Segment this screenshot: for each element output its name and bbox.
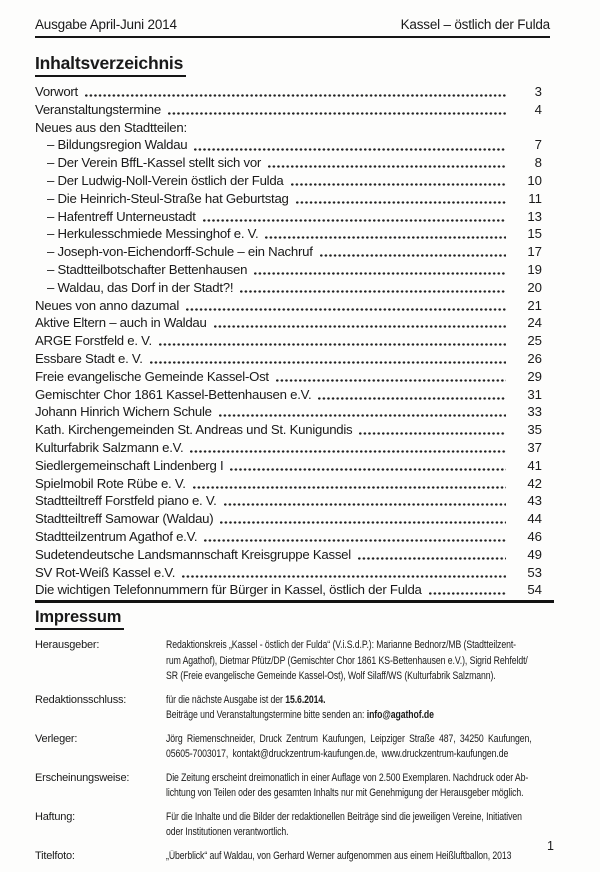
toc-dot-leader (193, 486, 506, 489)
toc-entry (35, 154, 542, 172)
toc-entry (35, 581, 542, 599)
toc-entry (35, 368, 542, 386)
impressum-text-line: „Überblick“ auf Waldau, von Gerhard Werner aufgenommen aus einem Heißluftballon, 2013 (166, 849, 512, 862)
toc-entry (35, 439, 542, 457)
toc-entry-page: 54 (527, 582, 542, 598)
toc-dot-leader (159, 343, 506, 346)
toc-entry-label: Johann Hinrich Wichern Schule (35, 404, 212, 420)
impressum-value-herausgeber (166, 638, 600, 685)
deadline-date: 15.6.2014. (285, 693, 326, 706)
toc-entry-page: 37 (527, 439, 542, 455)
toc-dot-leader (182, 575, 506, 578)
toc-entry-label: Spielmobil Rote Rübe e. V. (35, 475, 186, 491)
toc-entry-label: Neues aus den Stadtteilen: (35, 119, 187, 135)
impressum-label-titelfoto: Titelfoto: (35, 849, 75, 862)
publication-title: Kassel – östlich der Fulda (400, 17, 550, 32)
toc-entry-page: 24 (527, 315, 542, 331)
impressum-row-herausgeber (35, 638, 550, 685)
toc-entry-page: 21 (527, 297, 542, 313)
toc-entry (35, 528, 542, 546)
toc-entry-label: Die wichtigen Telefonnummern für Bürger in Kassel, östlich der Fulda (35, 582, 422, 598)
toc-dot-leader (190, 450, 506, 453)
toc-entry-page: 35 (527, 422, 542, 438)
toc-entry-label: Sudetendeutsche Landsmannschaft Kreisgruppe Kassel (35, 546, 351, 562)
toc-entry-label: – Die Heinrich-Steul-Straße hat Geburtstag (47, 190, 289, 206)
toc-dot-leader (320, 254, 506, 257)
impressum (35, 638, 550, 864)
toc-entry (35, 350, 542, 368)
toc-entry-label: Aktive Eltern – auch in Waldau (35, 315, 207, 331)
toc-entry (35, 564, 542, 582)
impressum-text-line: 05605-7003017, kontakt@druckzentrum-kaufungen.de, www.druckzentrum-kaufungen.de (166, 748, 509, 761)
toc-entry-page: 42 (527, 475, 542, 491)
impressum-text-line: SR (Freie evangelische Gemeinde Kassel-Ost), Wolf Silaff/WS (Kulturfabrik Salzmann). (166, 670, 496, 683)
toc-entry-label: – Herkulesschmiede Messinghof e. V. (47, 226, 259, 242)
toc-entry (35, 190, 542, 208)
toc-entry (35, 172, 542, 190)
toc-entry (35, 208, 542, 226)
toc-entry (35, 475, 542, 493)
deadline-text: für die nächste Ausgabe ist der (166, 693, 286, 706)
toc-title: Inhaltsverzeichnis (35, 53, 186, 77)
toc-entry-page (514, 119, 542, 137)
toc-entry-page: 20 (527, 279, 542, 295)
toc-entry (35, 279, 542, 297)
toc-entry-label: Kath. Kirchengemeinden St. Andreas und St. Kunigundis (35, 422, 353, 438)
impressum-title: Impressum (35, 608, 124, 630)
toc-entry-label: Freie evangelische Gemeinde Kassel-Ost (35, 368, 269, 384)
toc-dot-leader (203, 219, 506, 222)
impressum-value-erscheinungsweise (166, 771, 600, 802)
toc-entry-page: 44 (527, 511, 542, 527)
toc-dot-leader (194, 148, 506, 151)
toc-entry-page: 4 (534, 101, 542, 117)
toc-entry-label: – Hafentreff Unterneustadt (47, 208, 196, 224)
toc-entry-page: 8 (534, 155, 542, 171)
toc-dot-leader (296, 201, 506, 204)
impressum-text-line: Redaktionskreis „Kassel - östlich der Fulda“ (V.i.S.d.P.): Marianne Bednorz/MB (Stadtteilzent- (166, 639, 516, 652)
toc-entry (35, 101, 542, 119)
toc-dot-leader (219, 414, 506, 417)
toc-entry (35, 421, 542, 439)
toc-dot-leader (318, 397, 506, 400)
toc-entry (35, 225, 542, 243)
toc-entry-label: – Der Verein BffL-Kassel stellt sich vor (47, 155, 262, 171)
impressum-text-line: oder Institutionen verantwortlich. (166, 826, 289, 839)
toc-entry (35, 83, 542, 101)
impressum-label-herausgeber: Herausgeber: (35, 639, 100, 652)
toc-entry (35, 332, 542, 350)
impressum-row-verleger (35, 732, 550, 763)
toc-entry (35, 403, 542, 421)
impressum-label-erscheinungsweise: Erscheinungsweise: (35, 771, 130, 784)
impressum-text-line: lichtung von Teilen oder des gesamten Inhalts nur mit Genehmigung der Herausgeber möglich. (166, 787, 524, 800)
toc-dot-leader (168, 112, 506, 115)
toc-entry-page: 43 (527, 493, 542, 509)
toc-entry-label: Gemischter Chor 1861 Kassel-Bettenhausen e.V. (35, 386, 312, 402)
toc-dot-leader (204, 539, 506, 542)
toc-entry-label: Siedlergemeinschaft Lindenberg I (35, 457, 224, 473)
toc-entry-page: 3 (534, 84, 542, 99)
toc-entry (35, 457, 542, 475)
toc-entry-page: 13 (527, 208, 542, 224)
impressum-row-erscheinungsweise (35, 771, 550, 802)
toc-dot-leader (240, 290, 506, 293)
toc-entry-label: – Stadtteilbotschafter Bettenhausen (47, 261, 248, 277)
impressum-text-line: Jörg Riemenschneider, Druck Zentrum Kaufungen, Leipziger Straße 487, 34250 Kaufungen, (166, 732, 532, 745)
toc-entry-label: Essbare Stadt e. V. (35, 350, 143, 366)
impressum-text-line: Für die Inhalte und die Bilder der redaktionellen Beiträge sind die jeweiligen Vereine, Initiativen (166, 810, 522, 823)
toc-entry-page: 53 (527, 564, 542, 580)
toc-entry-label: – Joseph-von-Eichendorff-Schule – ein Nachruf (47, 244, 313, 260)
toc-entry (35, 136, 542, 154)
toc-entry (35, 510, 542, 528)
toc-entry-label: Veranstaltungstermine (35, 101, 161, 117)
impressum-row-redaktionsschluss (35, 693, 550, 724)
toc-entry-label: Kulturfabrik Salzmann e.V. (35, 439, 184, 455)
toc-entry-label: – Bildungsregion Waldau (47, 137, 188, 153)
submission-email: info@agathof.de (366, 709, 434, 722)
issue-label: Ausgabe April-Juni 2014 (35, 17, 177, 32)
toc-entry-label: – Waldau, das Dorf in der Stadt?! (47, 279, 234, 295)
toc-entry (35, 261, 542, 279)
impressum-text-line: rum Agathof), Dietmar Pfütz/DP (Gemischter Chor 1861 KS-Bettenhausen e.V.), Sigrid Rehfeldt/ (166, 654, 528, 667)
toc-entry-label: SV Rot-Weiß Kassel e.V. (35, 564, 176, 580)
toc-entry (35, 243, 542, 261)
toc-dot-leader (224, 503, 506, 506)
toc-entry-page: 7 (534, 137, 542, 153)
toc-dot-leader (214, 325, 506, 328)
section-divider (35, 600, 554, 603)
toc-entry-label: ARGE Forstfeld e. V. (35, 333, 152, 349)
toc-entry-page: 19 (527, 261, 542, 277)
toc-entry (35, 386, 542, 404)
toc-list (35, 83, 542, 599)
toc-dot-leader (85, 94, 506, 97)
toc-entry-page: 15 (527, 226, 542, 242)
toc-entry-label: Stadtteilzentrum Agathof e.V. (35, 528, 198, 544)
toc-dot-leader (429, 592, 506, 595)
toc-entry-label: Stadtteiltreff Forstfeld piano e. V. (35, 493, 217, 509)
toc-dot-leader (254, 272, 506, 275)
toc-entry-label: – Der Ludwig-Noll-Verein östlich der Fulda (47, 172, 284, 188)
impressum-text-line: Die Zeitung erscheint dreimonatlich in einer Auflage von 2.500 Exemplaren. Nachdruck oder Ab- (166, 771, 529, 784)
toc-entry (35, 546, 542, 564)
toc-entry-page: 49 (527, 546, 542, 562)
toc-entry-label: Vorwort (35, 84, 78, 99)
toc-entry-page: 46 (527, 528, 542, 544)
toc-dot-leader (359, 432, 506, 435)
toc-entry-label: Stadtteiltreff Samowar (Waldau) (35, 511, 214, 527)
toc-entry-page: 26 (527, 350, 542, 366)
impressum-label-verleger: Verleger: (35, 732, 78, 745)
toc-entry-page: 11 (528, 190, 542, 206)
toc-dot-leader (268, 165, 506, 168)
toc-entry-page: 33 (527, 404, 542, 420)
toc-entry-label: Neues von anno dazumal (35, 297, 180, 313)
submission-text: Beiträge und Veranstaltungstermine bitte senden an: (166, 709, 367, 722)
toc-entry-page: 17 (527, 244, 542, 260)
toc-dot-leader (186, 308, 506, 311)
toc-dot-leader (230, 468, 506, 471)
toc-entry-page: 29 (527, 368, 542, 384)
impressum-value-redaktionsschluss (166, 693, 600, 724)
toc-dot-leader (276, 379, 506, 382)
toc-dot-leader (220, 521, 506, 524)
toc-dot-leader (150, 361, 506, 364)
impressum-value-verleger (166, 732, 600, 763)
impressum-value-haftung (166, 810, 600, 841)
toc-entry (35, 297, 542, 315)
toc-entry-page: 10 (527, 172, 542, 188)
toc-dot-leader (291, 183, 506, 186)
toc-entry-page: 41 (527, 457, 542, 473)
toc-entry (35, 314, 542, 332)
impressum-label-haftung: Haftung: (35, 810, 75, 823)
document-page (35, 17, 550, 872)
toc-dot-leader (358, 557, 506, 560)
toc-entry (35, 492, 542, 510)
toc-entry-page: 31 (527, 386, 542, 402)
impressum-label-redaktionsschluss: Redaktionsschluss: (35, 693, 127, 706)
toc-dot-leader (265, 236, 506, 239)
toc-entry-page: 25 (527, 333, 542, 349)
page-number: 1 (547, 839, 554, 853)
impressum-row-haftung (35, 810, 550, 841)
masthead (35, 17, 550, 38)
toc-entry (35, 119, 542, 137)
